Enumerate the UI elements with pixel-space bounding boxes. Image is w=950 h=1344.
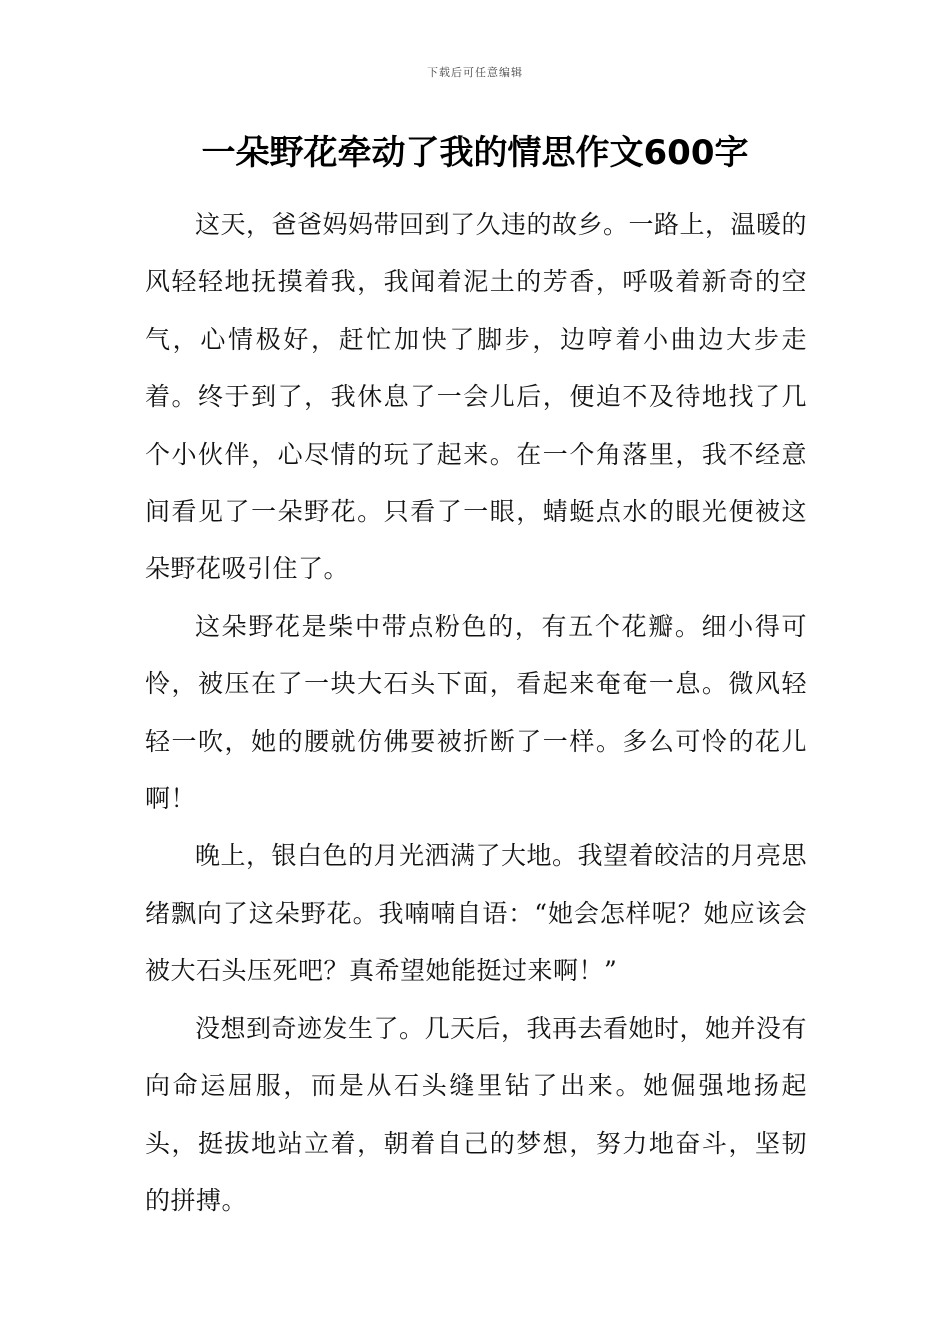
header-note: 下载后可任意编辑 xyxy=(427,66,523,79)
paragraph-2: 这朵野花是柴中带点粉色的，有五个花瓣。细小得可怜，被压在了一块大石头下面，看起来奄奄一息。微风轻轻一吹，她的腰就仿佛要被折断了一样。多么可怜的花儿啊！ xyxy=(145,611,807,814)
essay-body xyxy=(145,196,807,1229)
essay-title: 一朵野花牵动了我的情思作文600字 xyxy=(201,133,749,173)
paragraph-3: 晚上，银白色的月光洒满了大地。我望着皎洁的月亮思绪飘向了这朵野花。我喃喃自语：“她会怎样呢？她应该会被大石头压死吧？真希望她能挺过来啊！” xyxy=(145,841,808,986)
paragraph-4: 没想到奇迹发生了。几天后，我再去看她时，她并没有向命运屈服，而是从石头缝里钻了出来。她倔强地扬起头，挺拔地站立着，朝着自己的梦想，努力地奋斗，坚韧的拼搏。 xyxy=(145,1013,808,1215)
paragraph-1: 这天，爸爸妈妈带回到了久违的故乡。一路上，温暖的风轻轻地抚摸着我，我闻着泥土的芳香，呼吸着新奇的空气，心情极好，赶忙加快了脚步，边哼着小曲边大步走着。终于到了，我休息了一会儿后，便迫不及待地找了几个小伙伴，心尽情的玩了起来。在一个角落里，我不经意间看见了一朵野花。只看了一眼，蜻蜓点水的眼光便被这朵野花吸引住了。 xyxy=(145,210,808,584)
